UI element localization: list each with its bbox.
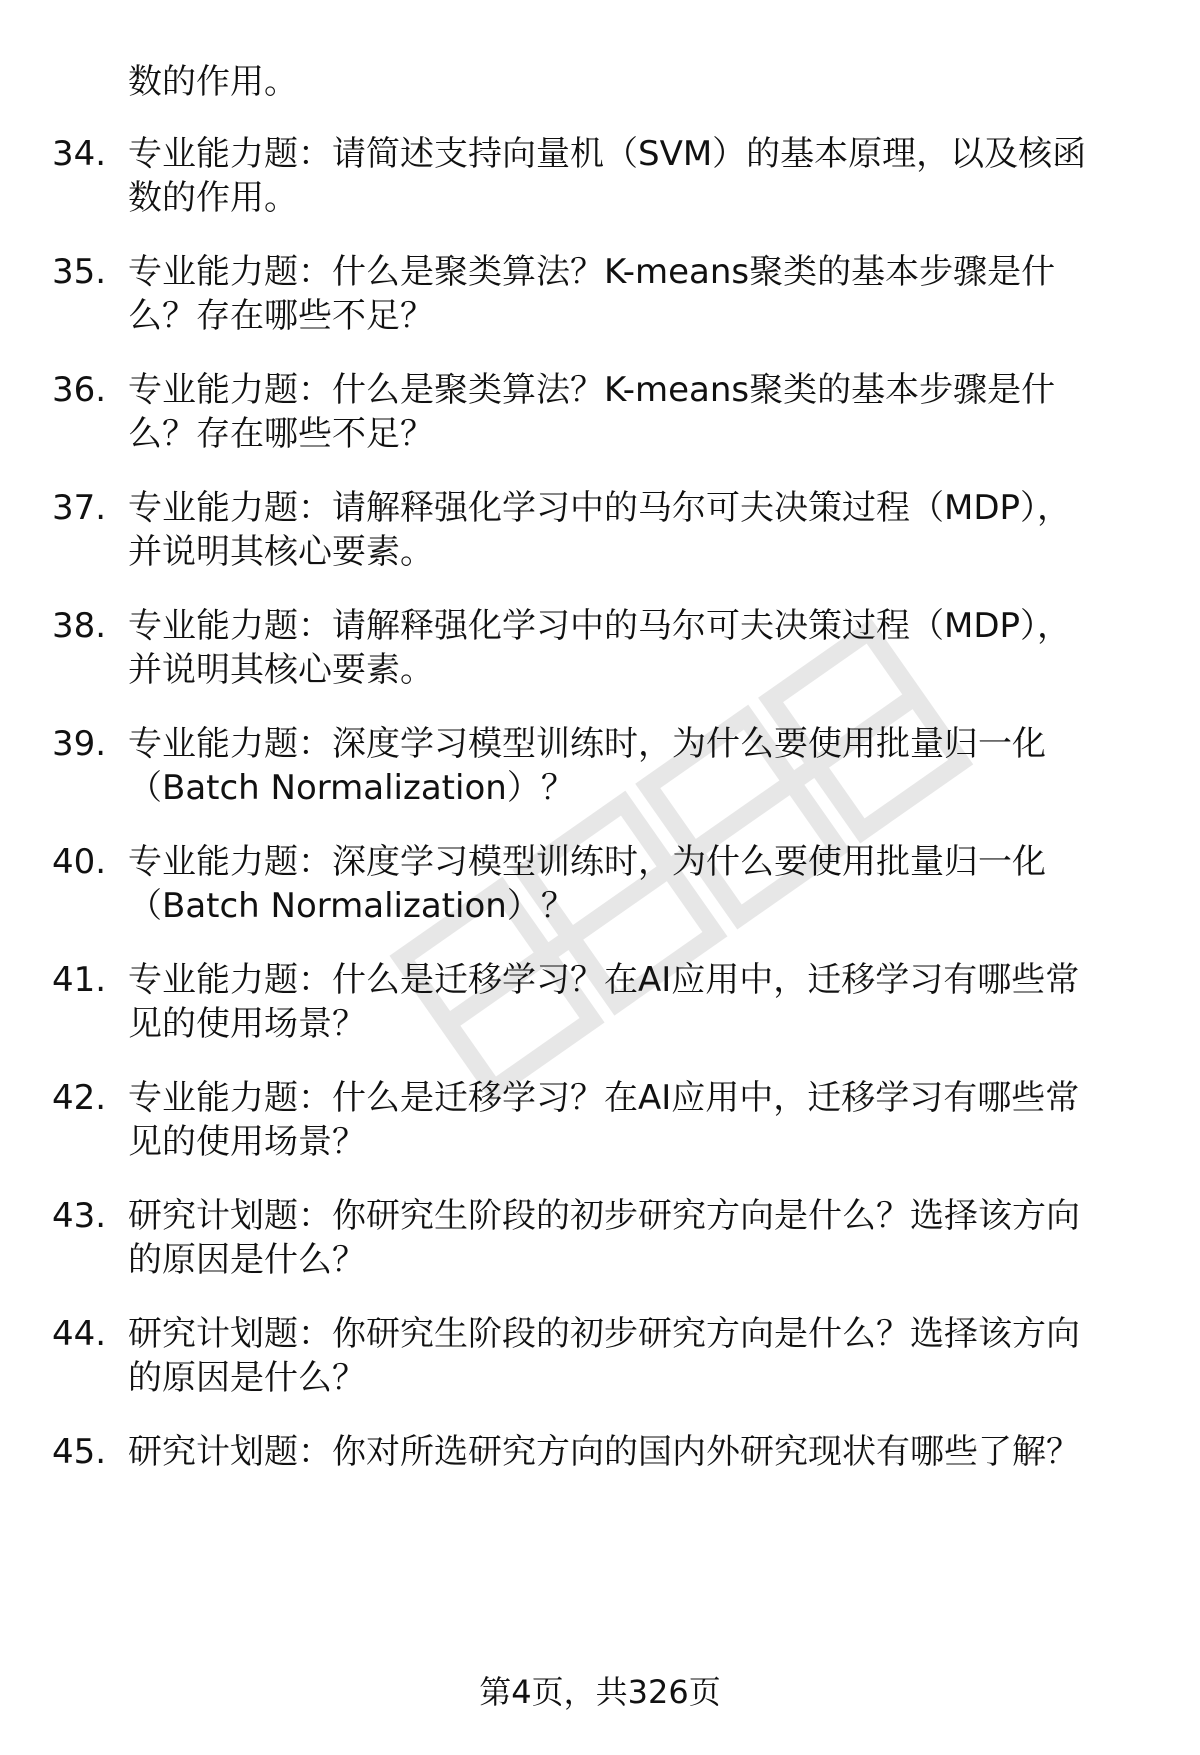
item-text-line1: 专业能力题：深度学习模型训练时，为什么要使用批量归一化	[128, 724, 1046, 764]
item-number: 34.	[52, 134, 107, 174]
item-text-line1: 专业能力题：什么是聚类算法？K-means聚类的基本步骤是什	[128, 370, 1056, 410]
item-number: 36.	[52, 370, 107, 410]
item-text-line1: 专业能力题：什么是迁移学习？在AI应用中，迁移学习有哪些常	[128, 960, 1080, 1000]
item-text-line2: 的原因是什么？	[128, 1240, 366, 1280]
item-text-line1: 专业能力题：请简述支持向量机（SVM）的基本原理，以及核函	[128, 134, 1087, 174]
item-text-line1: 专业能力题：深度学习模型训练时，为什么要使用批量归一化	[128, 842, 1046, 882]
item-number: 37.	[52, 488, 107, 528]
item-number: 39.	[52, 724, 107, 764]
item-text-line1: 研究计划题：你研究生阶段的初步研究方向是什么？选择该方向	[128, 1314, 1080, 1354]
item-text-line2: 见的使用场景？	[128, 1122, 366, 1162]
item-number: 42.	[52, 1078, 107, 1118]
item-text-line1: 研究计划题：你研究生阶段的初步研究方向是什么？选择该方向	[128, 1196, 1080, 1236]
item-text-line2: 么？存在哪些不足？	[128, 414, 434, 454]
item-number: 45.	[52, 1432, 107, 1472]
item-text-line2: （Batch Normalization）？	[128, 886, 575, 926]
item-number: 38.	[52, 606, 107, 646]
item-text-line2: 见的使用场景？	[128, 1004, 366, 1044]
item-number: 44.	[52, 1314, 107, 1354]
item-text-line1: 专业能力题：什么是聚类算法？K-means聚类的基本步骤是什	[128, 252, 1056, 292]
item-text-line2: 数的作用。	[128, 178, 298, 218]
item-text-line2: 并说明其核心要素。	[128, 650, 434, 690]
item-text-line1: 研究计划题：你对所选研究方向的国内外研究现状有哪些了解？	[128, 1432, 1080, 1472]
item-number: 41.	[52, 960, 107, 1000]
item-text-line1: 专业能力题：请解释强化学习中的马尔可夫决策过程（MDP），	[128, 488, 1072, 528]
page-footer: 第4页，共326页	[479, 1673, 721, 1711]
item-text-line2: （Batch Normalization）？	[128, 768, 575, 808]
continuation-text: 数的作用。	[128, 62, 298, 102]
item-text-line1: 专业能力题：什么是迁移学习？在AI应用中，迁移学习有哪些常	[128, 1078, 1080, 1118]
item-text-line2: 并说明其核心要素。	[128, 532, 434, 572]
item-number: 40.	[52, 842, 107, 882]
item-text-line2: 的原因是什么？	[128, 1358, 366, 1398]
item-text-line2: 么？存在哪些不足？	[128, 296, 434, 336]
item-number: 43.	[52, 1196, 107, 1236]
item-text-line1: 专业能力题：请解释强化学习中的马尔可夫决策过程（MDP），	[128, 606, 1072, 646]
item-number: 35.	[52, 252, 107, 292]
